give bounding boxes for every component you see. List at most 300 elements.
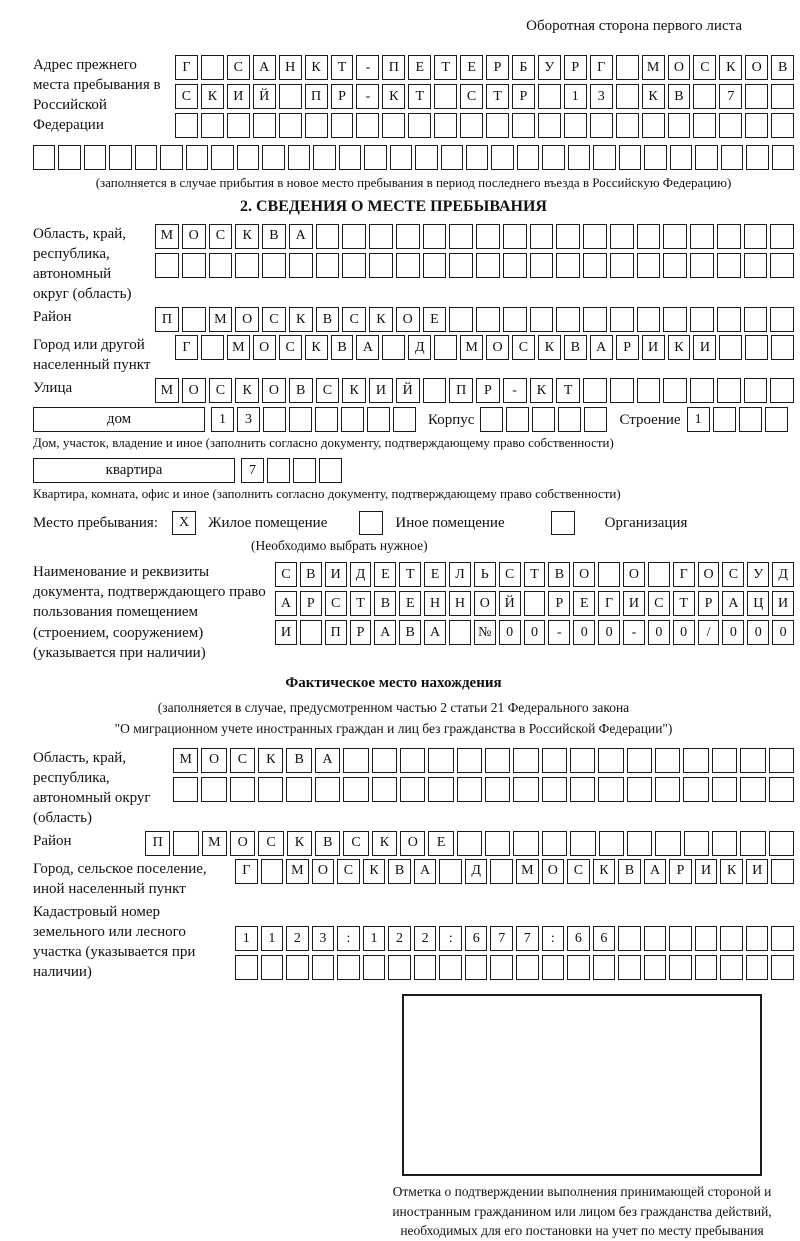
char-box[interactable] xyxy=(693,113,716,138)
char-box[interactable]: А xyxy=(374,620,396,645)
char-box[interactable] xyxy=(568,145,590,170)
char-box[interactable]: У xyxy=(747,562,769,587)
char-box[interactable] xyxy=(637,378,661,403)
char-box[interactable] xyxy=(466,145,488,170)
char-box[interactable] xyxy=(627,748,652,773)
char-box[interactable]: К xyxy=(235,378,259,403)
char-box[interactable] xyxy=(517,145,539,170)
char-box[interactable] xyxy=(364,145,386,170)
char-box[interactable] xyxy=(382,335,405,360)
char-box[interactable] xyxy=(135,145,157,170)
char-box[interactable]: И xyxy=(623,591,645,616)
char-box[interactable] xyxy=(485,748,510,773)
char-box[interactable] xyxy=(556,253,580,278)
char-box[interactable] xyxy=(388,955,411,980)
char-box[interactable]: Р xyxy=(331,84,354,109)
house-type-box[interactable]: дом xyxy=(33,407,205,432)
char-box[interactable] xyxy=(423,378,447,403)
char-box[interactable] xyxy=(490,955,513,980)
char-box[interactable]: Г xyxy=(590,55,613,80)
char-box[interactable]: К xyxy=(372,831,397,856)
char-box[interactable]: Й xyxy=(396,378,420,403)
char-box[interactable] xyxy=(745,335,768,360)
char-box[interactable] xyxy=(627,831,652,856)
char-box[interactable]: К xyxy=(668,335,691,360)
char-box[interactable]: 0 xyxy=(747,620,769,645)
char-box[interactable] xyxy=(690,307,714,332)
char-box[interactable] xyxy=(476,307,500,332)
char-box[interactable] xyxy=(235,955,258,980)
char-box[interactable] xyxy=(439,859,462,884)
char-box[interactable] xyxy=(690,378,714,403)
char-box[interactable] xyxy=(339,145,361,170)
char-box[interactable] xyxy=(175,113,198,138)
char-box[interactable]: Д xyxy=(772,562,794,587)
char-box[interactable]: 7 xyxy=(490,926,513,951)
char-box[interactable] xyxy=(644,955,667,980)
char-box[interactable]: Г xyxy=(175,55,198,80)
char-box[interactable] xyxy=(209,253,233,278)
char-box[interactable]: О xyxy=(201,748,226,773)
char-box[interactable]: В xyxy=(388,859,411,884)
char-box[interactable]: Ц xyxy=(747,591,769,616)
char-box[interactable]: О xyxy=(312,859,335,884)
char-box[interactable] xyxy=(770,378,794,403)
char-box[interactable]: О xyxy=(396,307,420,332)
char-box[interactable] xyxy=(663,224,687,249)
char-box[interactable]: Т xyxy=(434,55,457,80)
char-box[interactable]: С xyxy=(258,831,283,856)
char-box[interactable] xyxy=(599,831,624,856)
char-box[interactable] xyxy=(644,145,666,170)
char-box[interactable] xyxy=(286,955,309,980)
char-box[interactable] xyxy=(530,253,554,278)
char-box[interactable]: К xyxy=(287,831,312,856)
char-box[interactable]: К xyxy=(530,378,554,403)
char-box[interactable] xyxy=(598,777,623,802)
char-box[interactable]: С xyxy=(342,307,366,332)
char-box[interactable] xyxy=(771,335,794,360)
char-box[interactable] xyxy=(530,307,554,332)
char-box[interactable] xyxy=(261,955,284,980)
char-box[interactable]: 1 xyxy=(687,407,710,432)
char-box[interactable]: Р xyxy=(669,859,692,884)
char-box[interactable] xyxy=(655,831,680,856)
char-box[interactable]: Е xyxy=(408,55,431,80)
char-box[interactable] xyxy=(237,145,259,170)
char-box[interactable] xyxy=(655,777,680,802)
char-box[interactable]: О xyxy=(698,562,720,587)
char-box[interactable]: 2 xyxy=(388,926,411,951)
char-box[interactable]: М xyxy=(173,748,198,773)
char-box[interactable] xyxy=(315,777,340,802)
char-box[interactable]: П xyxy=(449,378,473,403)
char-box[interactable]: И xyxy=(325,562,347,587)
char-box[interactable]: И xyxy=(227,84,250,109)
char-box[interactable] xyxy=(637,307,661,332)
char-box[interactable]: 1 xyxy=(235,926,258,951)
char-box[interactable]: № xyxy=(474,620,496,645)
char-box[interactable]: О xyxy=(668,55,691,80)
char-box[interactable]: О xyxy=(235,307,259,332)
char-box[interactable] xyxy=(618,926,641,951)
char-box[interactable]: О xyxy=(400,831,425,856)
char-box[interactable]: А xyxy=(253,55,276,80)
char-box[interactable]: П xyxy=(155,307,179,332)
char-box[interactable] xyxy=(556,224,580,249)
char-box[interactable] xyxy=(512,113,535,138)
char-box[interactable] xyxy=(567,955,590,980)
char-box[interactable]: О xyxy=(542,859,565,884)
char-box[interactable]: К xyxy=(363,859,386,884)
char-box[interactable] xyxy=(663,378,687,403)
char-box[interactable] xyxy=(173,831,198,856)
char-box[interactable]: И xyxy=(695,859,718,884)
char-box[interactable]: А xyxy=(315,748,340,773)
char-box[interactable]: С xyxy=(227,55,250,80)
char-box[interactable]: Д xyxy=(408,335,431,360)
char-box[interactable] xyxy=(261,859,284,884)
char-box[interactable]: Т xyxy=(524,562,546,587)
char-box[interactable]: С xyxy=(567,859,590,884)
char-box[interactable]: 7 xyxy=(719,84,742,109)
char-box[interactable]: К xyxy=(382,84,405,109)
char-box[interactable] xyxy=(769,748,794,773)
char-box[interactable]: М xyxy=(516,859,539,884)
char-box[interactable]: 6 xyxy=(567,926,590,951)
char-box[interactable] xyxy=(610,378,634,403)
char-box[interactable]: - xyxy=(503,378,527,403)
char-box[interactable] xyxy=(201,777,226,802)
char-box[interactable]: Е xyxy=(573,591,595,616)
char-box[interactable]: М xyxy=(202,831,227,856)
char-box[interactable]: 0 xyxy=(598,620,620,645)
char-box[interactable] xyxy=(230,777,255,802)
char-box[interactable] xyxy=(746,955,769,980)
char-box[interactable] xyxy=(644,926,667,951)
char-box[interactable] xyxy=(684,831,709,856)
char-box[interactable] xyxy=(173,777,198,802)
char-box[interactable] xyxy=(286,777,311,802)
char-box[interactable] xyxy=(771,859,794,884)
char-box[interactable] xyxy=(746,145,768,170)
char-box[interactable] xyxy=(449,307,473,332)
char-box[interactable] xyxy=(719,335,742,360)
apartment-type-box[interactable]: квартира xyxy=(33,458,235,483)
char-box[interactable] xyxy=(253,113,276,138)
char-box[interactable] xyxy=(288,145,310,170)
char-box[interactable] xyxy=(593,145,615,170)
char-box[interactable] xyxy=(503,253,527,278)
char-box[interactable] xyxy=(341,407,364,432)
char-box[interactable] xyxy=(583,378,607,403)
char-box[interactable] xyxy=(267,458,290,483)
char-box[interactable]: О xyxy=(182,378,206,403)
char-box[interactable] xyxy=(712,777,737,802)
char-box[interactable]: 3 xyxy=(312,926,335,951)
char-box[interactable] xyxy=(516,955,539,980)
char-box[interactable] xyxy=(503,224,527,249)
char-box[interactable] xyxy=(712,748,737,773)
char-box[interactable]: В xyxy=(289,378,313,403)
char-box[interactable]: К xyxy=(369,307,393,332)
char-box[interactable]: Л xyxy=(449,562,471,587)
char-box[interactable]: Р xyxy=(616,335,639,360)
char-box[interactable] xyxy=(457,831,482,856)
char-box[interactable] xyxy=(235,253,259,278)
char-box[interactable]: С xyxy=(499,562,521,587)
char-box[interactable] xyxy=(343,748,368,773)
char-box[interactable]: А xyxy=(424,620,446,645)
char-box[interactable]: А xyxy=(275,591,297,616)
char-box[interactable]: М xyxy=(642,55,665,80)
char-box[interactable] xyxy=(695,145,717,170)
char-box[interactable] xyxy=(771,926,794,951)
char-box[interactable] xyxy=(627,777,652,802)
char-box[interactable]: Т xyxy=(399,562,421,587)
char-box[interactable] xyxy=(663,253,687,278)
char-box[interactable]: С xyxy=(512,335,535,360)
char-box[interactable] xyxy=(583,253,607,278)
char-box[interactable]: С xyxy=(230,748,255,773)
char-box[interactable] xyxy=(372,748,397,773)
char-box[interactable]: 6 xyxy=(465,926,488,951)
char-box[interactable]: О xyxy=(230,831,255,856)
char-box[interactable]: С xyxy=(175,84,198,109)
char-box[interactable]: О xyxy=(474,591,496,616)
char-box[interactable] xyxy=(712,831,737,856)
char-box[interactable] xyxy=(434,335,457,360)
char-box[interactable] xyxy=(713,407,736,432)
char-box[interactable]: 0 xyxy=(648,620,670,645)
char-box[interactable] xyxy=(279,113,302,138)
char-box[interactable]: В xyxy=(286,748,311,773)
char-box[interactable] xyxy=(695,926,718,951)
char-box[interactable] xyxy=(506,407,529,432)
char-box[interactable]: Е xyxy=(424,562,446,587)
char-box[interactable] xyxy=(744,224,768,249)
char-box[interactable]: 1 xyxy=(363,926,386,951)
char-box[interactable] xyxy=(490,859,513,884)
char-box[interactable] xyxy=(663,307,687,332)
char-box[interactable]: О xyxy=(253,335,276,360)
char-box[interactable] xyxy=(289,253,313,278)
char-box[interactable]: С xyxy=(722,562,744,587)
char-box[interactable] xyxy=(316,224,340,249)
char-box[interactable]: Т xyxy=(350,591,372,616)
char-box[interactable] xyxy=(476,253,500,278)
char-box[interactable]: 0 xyxy=(524,620,546,645)
char-box[interactable] xyxy=(485,777,510,802)
char-box[interactable] xyxy=(465,955,488,980)
char-box[interactable] xyxy=(460,113,483,138)
char-box[interactable] xyxy=(315,407,338,432)
char-box[interactable]: К xyxy=(538,335,561,360)
char-box[interactable] xyxy=(690,253,714,278)
char-box[interactable]: Г xyxy=(175,335,198,360)
char-box[interactable] xyxy=(423,224,447,249)
char-box[interactable]: И xyxy=(772,591,794,616)
char-box[interactable]: Й xyxy=(253,84,276,109)
char-box[interactable] xyxy=(201,113,224,138)
char-box[interactable] xyxy=(771,955,794,980)
char-box[interactable]: О xyxy=(486,335,509,360)
char-box[interactable]: К xyxy=(289,307,313,332)
char-box[interactable]: - xyxy=(623,620,645,645)
char-box[interactable]: И xyxy=(275,620,297,645)
char-box[interactable]: У xyxy=(538,55,561,80)
char-box[interactable] xyxy=(33,145,55,170)
char-box[interactable]: А xyxy=(590,335,613,360)
char-box[interactable] xyxy=(720,955,743,980)
char-box[interactable] xyxy=(441,145,463,170)
char-box[interactable]: О xyxy=(182,224,206,249)
char-box[interactable]: С xyxy=(693,55,716,80)
char-box[interactable]: О xyxy=(262,378,286,403)
char-box[interactable]: Е xyxy=(428,831,453,856)
char-box[interactable] xyxy=(342,224,366,249)
char-box[interactable]: С xyxy=(648,591,670,616)
char-box[interactable] xyxy=(739,407,762,432)
char-box[interactable] xyxy=(740,748,765,773)
char-box[interactable] xyxy=(669,926,692,951)
stay-type-checkbox-residential[interactable]: X xyxy=(172,511,196,535)
char-box[interactable] xyxy=(313,145,335,170)
char-box[interactable] xyxy=(532,407,555,432)
char-box[interactable] xyxy=(434,84,457,109)
char-box[interactable]: 3 xyxy=(237,407,260,432)
char-box[interactable]: Р xyxy=(486,55,509,80)
char-box[interactable]: А xyxy=(414,859,437,884)
char-box[interactable] xyxy=(542,145,564,170)
char-box[interactable] xyxy=(616,55,639,80)
char-box[interactable]: И xyxy=(746,859,769,884)
char-box[interactable]: Р xyxy=(300,591,322,616)
char-box[interactable] xyxy=(570,748,595,773)
char-box[interactable]: В xyxy=(262,224,286,249)
char-box[interactable]: К xyxy=(720,859,743,884)
char-box[interactable] xyxy=(610,307,634,332)
char-box[interactable]: Г xyxy=(235,859,258,884)
char-box[interactable]: С xyxy=(337,859,360,884)
char-box[interactable] xyxy=(610,253,634,278)
char-box[interactable] xyxy=(201,335,224,360)
char-box[interactable] xyxy=(382,113,405,138)
char-box[interactable] xyxy=(390,145,412,170)
char-box[interactable] xyxy=(538,84,561,109)
char-box[interactable] xyxy=(423,253,447,278)
char-box[interactable] xyxy=(503,307,527,332)
char-box[interactable]: С xyxy=(262,307,286,332)
char-box[interactable] xyxy=(669,955,692,980)
char-box[interactable] xyxy=(356,113,379,138)
char-box[interactable] xyxy=(400,748,425,773)
char-box[interactable] xyxy=(598,562,620,587)
char-box[interactable] xyxy=(408,113,431,138)
char-box[interactable] xyxy=(227,113,250,138)
char-box[interactable]: - xyxy=(548,620,570,645)
char-box[interactable] xyxy=(765,407,788,432)
char-box[interactable] xyxy=(449,253,473,278)
char-box[interactable] xyxy=(637,224,661,249)
char-box[interactable] xyxy=(598,748,623,773)
char-box[interactable] xyxy=(393,407,416,432)
char-box[interactable] xyxy=(745,113,768,138)
char-box[interactable] xyxy=(570,831,595,856)
char-box[interactable] xyxy=(584,407,607,432)
char-box[interactable]: П xyxy=(145,831,170,856)
char-box[interactable] xyxy=(513,777,538,802)
char-box[interactable] xyxy=(744,253,768,278)
char-box[interactable]: 0 xyxy=(499,620,521,645)
char-box[interactable] xyxy=(279,84,302,109)
char-box[interactable]: Н xyxy=(449,591,471,616)
char-box[interactable]: К xyxy=(235,224,259,249)
char-box[interactable]: Й xyxy=(499,591,521,616)
char-box[interactable] xyxy=(343,777,368,802)
char-box[interactable] xyxy=(415,145,437,170)
char-box[interactable] xyxy=(610,224,634,249)
char-box[interactable]: В xyxy=(300,562,322,587)
stay-type-checkbox-other[interactable] xyxy=(359,511,383,535)
char-box[interactable]: Р xyxy=(698,591,720,616)
char-box[interactable]: Т xyxy=(673,591,695,616)
char-box[interactable] xyxy=(428,777,453,802)
char-box[interactable] xyxy=(428,748,453,773)
char-box[interactable]: Е xyxy=(399,591,421,616)
char-box[interactable] xyxy=(369,224,393,249)
char-box[interactable]: Ь xyxy=(474,562,496,587)
char-box[interactable] xyxy=(160,145,182,170)
char-box[interactable] xyxy=(542,955,565,980)
char-box[interactable] xyxy=(530,224,554,249)
char-box[interactable]: 1 xyxy=(211,407,234,432)
char-box[interactable] xyxy=(542,831,567,856)
char-box[interactable]: Г xyxy=(673,562,695,587)
char-box[interactable] xyxy=(312,955,335,980)
char-box[interactable] xyxy=(619,145,641,170)
char-box[interactable] xyxy=(558,407,581,432)
char-box[interactable] xyxy=(513,748,538,773)
char-box[interactable] xyxy=(542,777,567,802)
char-box[interactable]: И xyxy=(369,378,393,403)
char-box[interactable] xyxy=(262,253,286,278)
char-box[interactable]: С xyxy=(275,562,297,587)
char-box[interactable]: И xyxy=(693,335,716,360)
char-box[interactable]: Т xyxy=(331,55,354,80)
char-box[interactable]: М xyxy=(227,335,250,360)
char-box[interactable] xyxy=(342,253,366,278)
char-box[interactable]: П xyxy=(382,55,405,80)
char-box[interactable]: А xyxy=(644,859,667,884)
char-box[interactable] xyxy=(648,562,670,587)
char-box[interactable] xyxy=(182,307,206,332)
char-box[interactable]: И xyxy=(642,335,665,360)
char-box[interactable]: В xyxy=(548,562,570,587)
char-box[interactable]: 7 xyxy=(516,926,539,951)
char-box[interactable] xyxy=(486,113,509,138)
char-box[interactable]: А xyxy=(289,224,313,249)
char-box[interactable] xyxy=(570,777,595,802)
char-box[interactable]: 2 xyxy=(286,926,309,951)
char-box[interactable]: / xyxy=(698,620,720,645)
char-box[interactable] xyxy=(476,224,500,249)
char-box[interactable]: К xyxy=(305,55,328,80)
char-box[interactable]: 1 xyxy=(564,84,587,109)
char-box[interactable] xyxy=(300,620,322,645)
char-box[interactable]: М xyxy=(209,307,233,332)
char-box[interactable] xyxy=(717,253,741,278)
